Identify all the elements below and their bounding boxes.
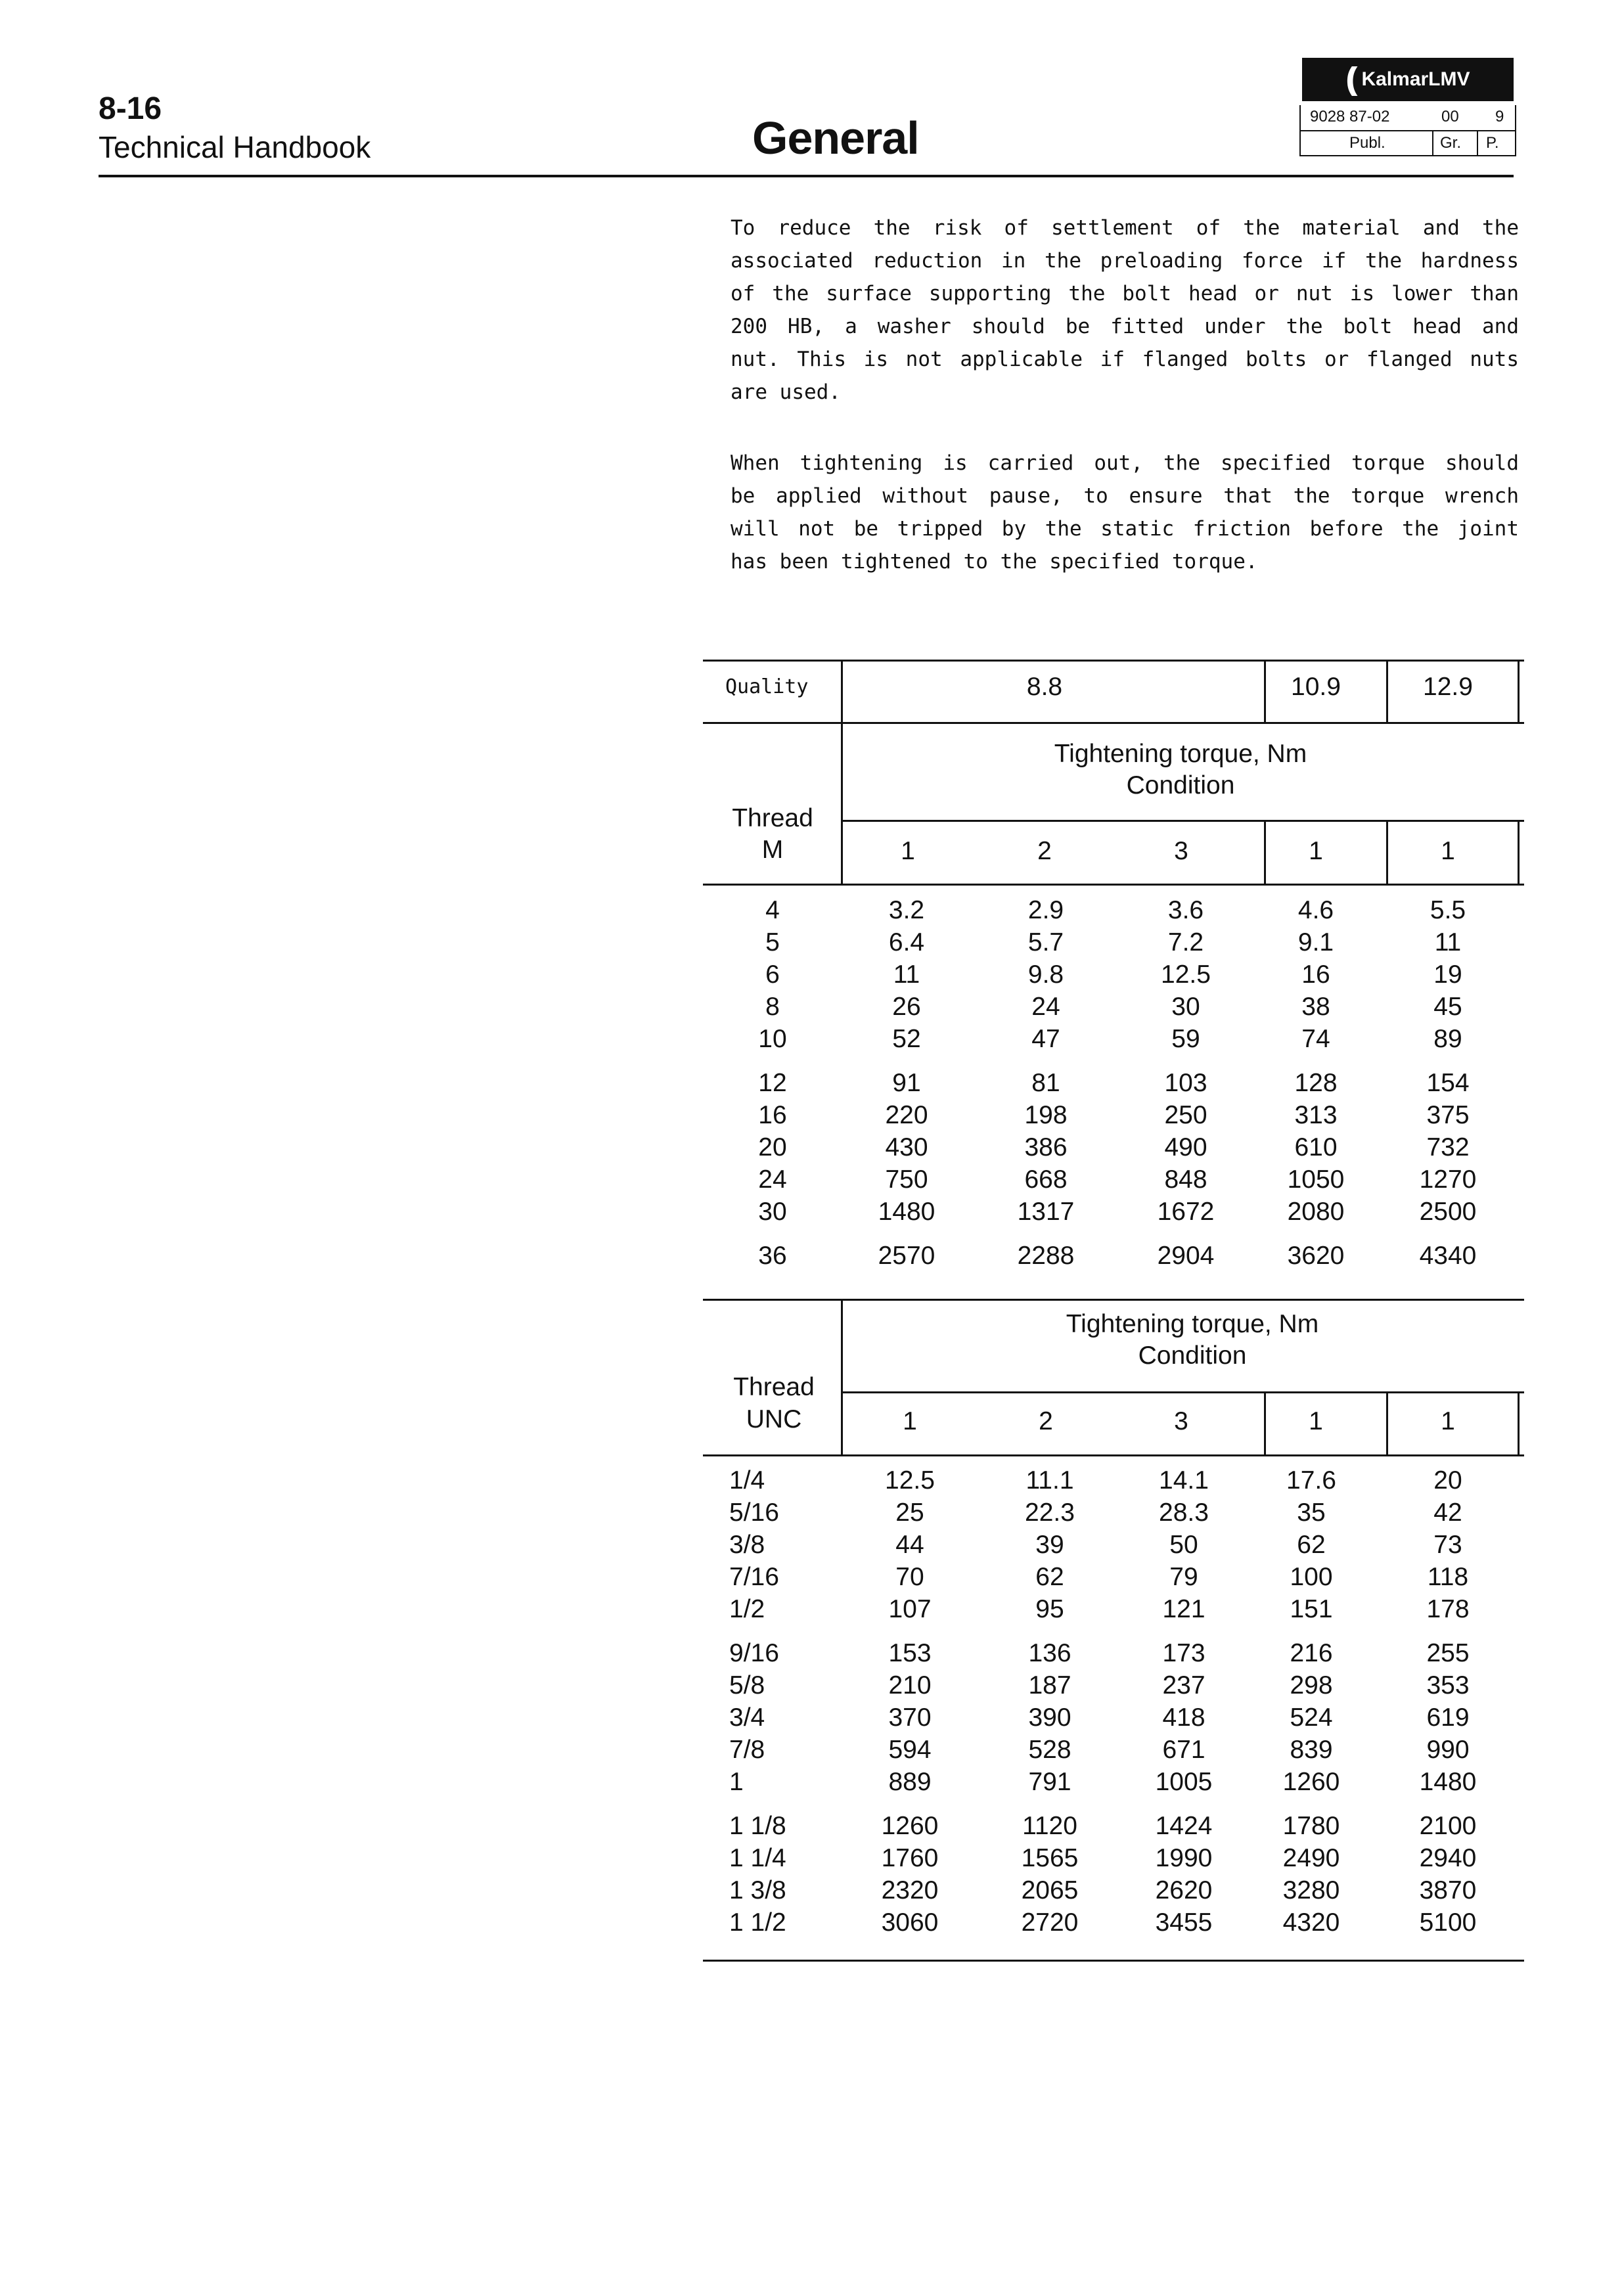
table-rule bbox=[843, 1391, 1524, 1393]
thread-size-cell: 3/8 bbox=[729, 1531, 765, 1559]
torque-value-cell: 5.5 bbox=[1430, 896, 1466, 924]
table-rule bbox=[1386, 820, 1388, 886]
torque-value-cell: 38 bbox=[1301, 993, 1330, 1021]
torque-value-cell: 791 bbox=[1028, 1768, 1071, 1796]
torque-value-cell: 353 bbox=[1426, 1671, 1470, 1699]
condition-header: 1 bbox=[903, 1407, 917, 1435]
torque-value-cell: 74 bbox=[1301, 1025, 1330, 1053]
text-line: When tightening is carried out, the specified torque should bbox=[731, 451, 1519, 475]
thread-size-cell: 9/16 bbox=[729, 1639, 779, 1667]
torque-value-cell: 19 bbox=[1433, 960, 1462, 989]
torque-value-cell: 2620 bbox=[1155, 1876, 1213, 1904]
torque-value-cell: 2320 bbox=[881, 1876, 939, 1904]
table-rule bbox=[1264, 660, 1266, 723]
thread-size-cell: 1 1/2 bbox=[729, 1908, 786, 1937]
thread-unit: UNC bbox=[746, 1405, 802, 1433]
table-rule bbox=[703, 722, 1524, 724]
torque-value-cell: 313 bbox=[1294, 1101, 1338, 1129]
table-rule bbox=[1518, 1391, 1520, 1456]
table-rule bbox=[1518, 660, 1520, 723]
publ-label: Publ. bbox=[1349, 134, 1385, 152]
table-rule bbox=[703, 660, 1524, 662]
torque-value-cell: 2940 bbox=[1419, 1844, 1477, 1872]
torque-value-cell: 24 bbox=[1031, 993, 1060, 1021]
table-rule bbox=[843, 820, 1524, 822]
torque-value-cell: 35 bbox=[1297, 1498, 1326, 1527]
torque-value-cell: 3.6 bbox=[1167, 896, 1204, 924]
torque-value-cell: 95 bbox=[1035, 1595, 1064, 1623]
torque-value-cell: 187 bbox=[1028, 1671, 1071, 1699]
gr-label: Gr. bbox=[1440, 134, 1462, 152]
thread-size-cell: 1 1/8 bbox=[729, 1812, 786, 1840]
torque-value-cell: 79 bbox=[1169, 1563, 1198, 1591]
torque-value-cell: 1480 bbox=[878, 1198, 935, 1226]
box-divider bbox=[1432, 131, 1433, 156]
torque-value-cell: 1260 bbox=[1282, 1768, 1340, 1796]
torque-value-cell: 28.3 bbox=[1159, 1498, 1209, 1527]
text-line: has been tightened to the specified torque. bbox=[731, 550, 1258, 574]
condition-header: 1 bbox=[1441, 837, 1455, 865]
text-line: 200 HB, a washer should be fitted under the bolt head and bbox=[731, 315, 1519, 338]
torque-value-cell: 375 bbox=[1426, 1101, 1470, 1129]
table-rule bbox=[703, 1299, 1524, 1301]
torque-value-cell: 47 bbox=[1031, 1025, 1060, 1053]
quality-value: 8.8 bbox=[1026, 673, 1063, 701]
torque-value-cell: 839 bbox=[1290, 1736, 1333, 1764]
torque-value-cell: 3620 bbox=[1287, 1242, 1345, 1270]
publication-box bbox=[1299, 105, 1515, 156]
torque-value-cell: 1260 bbox=[881, 1812, 939, 1840]
torque-value-cell: 81 bbox=[1031, 1069, 1060, 1097]
torque-value-cell: 2500 bbox=[1419, 1198, 1477, 1226]
thread-size-cell: 24 bbox=[758, 1165, 787, 1194]
condition-header: 1 bbox=[901, 837, 915, 865]
torque-value-cell: 107 bbox=[888, 1595, 932, 1623]
condition-header: 1 bbox=[1309, 837, 1323, 865]
torque-value-cell: 26 bbox=[892, 993, 921, 1021]
torque-value-cell: 2080 bbox=[1287, 1198, 1345, 1226]
torque-value-cell: 11.1 bbox=[1025, 1466, 1074, 1495]
torque-value-cell: 70 bbox=[895, 1563, 924, 1591]
condition-header: 1 bbox=[1441, 1407, 1455, 1435]
torque-value-cell: 490 bbox=[1164, 1133, 1207, 1161]
torque-value-cell: 3280 bbox=[1282, 1876, 1340, 1904]
torque-value-cell: 2100 bbox=[1419, 1812, 1477, 1840]
torque-value-cell: 154 bbox=[1426, 1069, 1470, 1097]
torque-value-cell: 1120 bbox=[1022, 1812, 1077, 1840]
text-line: associated reduction in the preloading force if the hardness bbox=[731, 249, 1519, 273]
torque-value-cell: 671 bbox=[1162, 1736, 1205, 1764]
torque-value-cell: 22.3 bbox=[1025, 1498, 1075, 1527]
torque-value-cell: 1780 bbox=[1282, 1812, 1340, 1840]
torque-value-cell: 91 bbox=[892, 1069, 921, 1097]
torque-value-cell: 386 bbox=[1024, 1133, 1068, 1161]
kalmar-logo bbox=[1302, 58, 1514, 101]
paragraph-washer bbox=[731, 212, 1519, 409]
thread-size-cell: 5/8 bbox=[729, 1671, 765, 1699]
torque-value-cell: 89 bbox=[1433, 1025, 1462, 1053]
torque-title: Tightening torque, Nm bbox=[1054, 740, 1307, 768]
book-title: Technical Handbook bbox=[99, 130, 371, 164]
torque-value-cell: 4320 bbox=[1282, 1908, 1340, 1937]
thread-size-cell: 12 bbox=[758, 1069, 787, 1097]
torque-value-cell: 2.9 bbox=[1027, 896, 1064, 924]
condition-header: 3 bbox=[1174, 837, 1188, 865]
torque-value-cell: 59 bbox=[1171, 1025, 1200, 1053]
table-rule bbox=[1264, 820, 1266, 886]
condition-header: 1 bbox=[1309, 1407, 1323, 1435]
torque-value-cell: 30 bbox=[1171, 993, 1200, 1021]
torque-value-cell: 128 bbox=[1294, 1069, 1338, 1097]
text-line: nut. This is not applicable if flanged bolts or flanged nuts bbox=[731, 348, 1519, 371]
condition-header: 3 bbox=[1174, 1407, 1188, 1435]
torque-value-cell: 619 bbox=[1426, 1703, 1470, 1732]
torque-value-cell: 2288 bbox=[1017, 1242, 1075, 1270]
torque-value-cell: 1270 bbox=[1419, 1165, 1477, 1194]
torque-value-cell: 39 bbox=[1035, 1531, 1064, 1559]
thread-size-cell: 1 3/8 bbox=[729, 1876, 786, 1904]
torque-value-cell: 2065 bbox=[1021, 1876, 1079, 1904]
torque-value-cell: 12.5 bbox=[885, 1466, 935, 1495]
quality-value: 12.9 bbox=[1423, 673, 1473, 701]
torque-value-cell: 3060 bbox=[881, 1908, 939, 1937]
torque-value-cell: 250 bbox=[1164, 1101, 1207, 1129]
torque-value-cell: 7.2 bbox=[1167, 928, 1204, 957]
torque-value-cell: 151 bbox=[1290, 1595, 1333, 1623]
torque-value-cell: 750 bbox=[885, 1165, 928, 1194]
thread-label: Thread bbox=[733, 1373, 815, 1401]
condition-header: 2 bbox=[1037, 837, 1052, 865]
thread-size-cell: 20 bbox=[758, 1133, 787, 1161]
torque-value-cell: 216 bbox=[1290, 1639, 1333, 1667]
thread-size-cell: 1 1/4 bbox=[729, 1844, 786, 1872]
torque-value-cell: 2490 bbox=[1282, 1844, 1340, 1872]
torque-value-cell: 16 bbox=[1301, 960, 1330, 989]
torque-value-cell: 4.6 bbox=[1297, 896, 1334, 924]
table-rule bbox=[1264, 1391, 1266, 1456]
table-rule bbox=[841, 660, 843, 886]
torque-value-cell: 50 bbox=[1169, 1531, 1198, 1559]
torque-value-cell: 2720 bbox=[1021, 1908, 1079, 1937]
paragraph-tightening bbox=[731, 447, 1519, 578]
quality-label: Quality bbox=[725, 675, 809, 698]
condition-label: Condition bbox=[1126, 771, 1235, 799]
publication-labels bbox=[1299, 131, 1516, 156]
torque-value-cell: 1050 bbox=[1287, 1165, 1345, 1194]
text-line: To reduce the risk of settlement of the material and the bbox=[731, 216, 1519, 240]
torque-value-cell: 62 bbox=[1035, 1563, 1064, 1591]
p-label: P. bbox=[1486, 134, 1499, 152]
torque-value-cell: 1424 bbox=[1155, 1812, 1213, 1840]
torque-value-cell: 153 bbox=[888, 1639, 932, 1667]
torque-value-cell: 668 bbox=[1024, 1165, 1068, 1194]
torque-value-cell: 418 bbox=[1162, 1703, 1205, 1732]
torque-value-cell: 430 bbox=[885, 1133, 928, 1161]
thread-label: Thread bbox=[732, 804, 813, 832]
torque-value-cell: 5.7 bbox=[1027, 928, 1064, 957]
table-rule bbox=[703, 1454, 1524, 1456]
torque-value-cell: 118 bbox=[1427, 1563, 1469, 1591]
thread-size-cell: 4 bbox=[765, 896, 780, 924]
page-value: 9 bbox=[1495, 108, 1504, 125]
table-rule bbox=[841, 1299, 843, 1456]
torque-value-cell: 990 bbox=[1426, 1736, 1470, 1764]
thread-size-cell: 1/4 bbox=[729, 1466, 765, 1495]
torque-value-cell: 11 bbox=[1434, 928, 1462, 957]
header-rule bbox=[99, 175, 1514, 177]
torque-value-cell: 1480 bbox=[1419, 1768, 1477, 1796]
torque-value-cell: 62 bbox=[1297, 1531, 1326, 1559]
text-line: of the surface supporting the bolt head or nut is lower than bbox=[731, 282, 1519, 305]
table-rule bbox=[1386, 660, 1388, 723]
torque-value-cell: 1005 bbox=[1155, 1768, 1213, 1796]
table-rule bbox=[1518, 820, 1520, 886]
torque-value-cell: 2904 bbox=[1157, 1242, 1215, 1270]
torque-value-cell: 1565 bbox=[1021, 1844, 1079, 1872]
torque-value-cell: 2570 bbox=[878, 1242, 935, 1270]
table-rule bbox=[703, 1960, 1524, 1962]
text-line: will not be tripped by the static friction before the joint bbox=[731, 517, 1519, 541]
thread-size-cell: 7/16 bbox=[729, 1563, 779, 1591]
torque-value-cell: 848 bbox=[1164, 1165, 1207, 1194]
torque-value-cell: 1672 bbox=[1157, 1198, 1215, 1226]
torque-value-cell: 1760 bbox=[881, 1844, 939, 1872]
torque-value-cell: 370 bbox=[888, 1703, 932, 1732]
page-number: 8-16 bbox=[99, 91, 162, 126]
text-line: be applied without pause, to ensure that the torque wrench bbox=[731, 484, 1519, 508]
torque-value-cell: 12.5 bbox=[1161, 960, 1211, 989]
torque-value-cell: 220 bbox=[885, 1101, 928, 1129]
torque-value-cell: 100 bbox=[1290, 1563, 1333, 1591]
thread-size-cell: 7/8 bbox=[729, 1736, 765, 1764]
publication-numbers bbox=[1299, 105, 1516, 131]
group-value: 00 bbox=[1441, 108, 1459, 125]
torque-title: Tightening torque, Nm bbox=[1066, 1310, 1319, 1338]
thread-unit: M bbox=[761, 836, 784, 864]
torque-value-cell: 594 bbox=[888, 1736, 932, 1764]
torque-value-cell: 255 bbox=[1426, 1639, 1470, 1667]
torque-value-cell: 20 bbox=[1433, 1466, 1462, 1495]
section-title: General bbox=[752, 112, 919, 164]
doc-number: 9028 87-02 bbox=[1310, 108, 1390, 125]
thread-size-cell: 36 bbox=[758, 1242, 787, 1270]
torque-value-cell: 4340 bbox=[1419, 1242, 1477, 1270]
logo-text: KalmarLMV bbox=[1361, 68, 1470, 90]
thread-size-cell: 16 bbox=[758, 1101, 787, 1129]
torque-value-cell: 9.1 bbox=[1297, 928, 1334, 957]
torque-value-cell: 178 bbox=[1426, 1595, 1470, 1623]
torque-value-cell: 173 bbox=[1162, 1639, 1205, 1667]
torque-value-cell: 44 bbox=[895, 1531, 924, 1559]
box-divider bbox=[1477, 131, 1478, 156]
condition-label: Condition bbox=[1138, 1341, 1247, 1370]
torque-value-cell: 390 bbox=[1028, 1703, 1071, 1732]
torque-value-cell: 121 bbox=[1162, 1595, 1205, 1623]
torque-value-cell: 528 bbox=[1028, 1736, 1071, 1764]
torque-value-cell: 45 bbox=[1433, 993, 1462, 1021]
quality-value: 10.9 bbox=[1291, 673, 1341, 701]
torque-value-cell: 210 bbox=[888, 1671, 932, 1699]
thread-size-cell: 1 bbox=[729, 1768, 744, 1796]
thread-size-cell: 30 bbox=[758, 1198, 787, 1226]
torque-value-cell: 5100 bbox=[1419, 1908, 1477, 1937]
torque-value-cell: 889 bbox=[888, 1768, 932, 1796]
thread-size-cell: 10 bbox=[758, 1025, 787, 1053]
torque-value-cell: 524 bbox=[1290, 1703, 1333, 1732]
torque-value-cell: 732 bbox=[1426, 1133, 1470, 1161]
text-line: are used. bbox=[731, 380, 841, 404]
torque-value-cell: 11 bbox=[893, 960, 920, 989]
torque-value-cell: 237 bbox=[1162, 1671, 1205, 1699]
thread-size-cell: 8 bbox=[765, 993, 780, 1021]
torque-value-cell: 1317 bbox=[1017, 1198, 1075, 1226]
table-rule bbox=[1386, 1391, 1388, 1456]
torque-value-cell: 1990 bbox=[1155, 1844, 1213, 1872]
torque-value-cell: 52 bbox=[892, 1025, 921, 1053]
torque-value-cell: 198 bbox=[1024, 1101, 1068, 1129]
logo-chevron-icon: (( bbox=[1345, 62, 1349, 97]
torque-value-cell: 610 bbox=[1294, 1133, 1338, 1161]
torque-value-cell: 103 bbox=[1164, 1069, 1207, 1097]
thread-size-cell: 6 bbox=[765, 960, 780, 989]
condition-header: 2 bbox=[1039, 1407, 1053, 1435]
torque-value-cell: 3455 bbox=[1155, 1908, 1213, 1937]
torque-value-cell: 17.6 bbox=[1286, 1466, 1336, 1495]
torque-value-cell: 25 bbox=[895, 1498, 924, 1527]
torque-value-cell: 3.2 bbox=[888, 896, 925, 924]
torque-value-cell: 6.4 bbox=[888, 928, 925, 957]
torque-value-cell: 73 bbox=[1433, 1531, 1462, 1559]
thread-size-cell: 1/2 bbox=[729, 1595, 765, 1623]
torque-value-cell: 42 bbox=[1433, 1498, 1462, 1527]
thread-size-cell: 3/4 bbox=[729, 1703, 765, 1732]
thread-size-cell: 5/16 bbox=[729, 1498, 779, 1527]
torque-value-cell: 9.8 bbox=[1027, 960, 1064, 989]
table-rule bbox=[703, 884, 1524, 886]
torque-value-cell: 3870 bbox=[1419, 1876, 1477, 1904]
torque-value-cell: 136 bbox=[1028, 1639, 1071, 1667]
torque-value-cell: 14.1 bbox=[1159, 1466, 1209, 1495]
torque-value-cell: 298 bbox=[1290, 1671, 1333, 1699]
thread-size-cell: 5 bbox=[765, 928, 780, 957]
